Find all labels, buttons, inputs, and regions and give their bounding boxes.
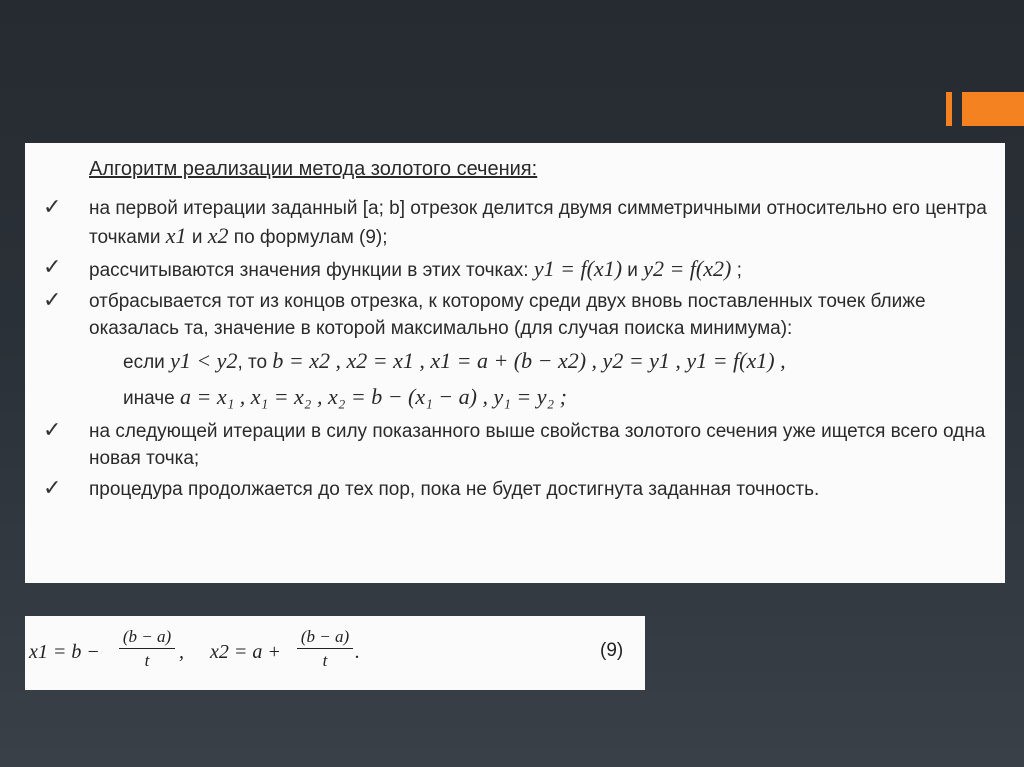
checkmark-icon: ✓ [43, 475, 62, 500]
math-y1: y1 = f(x1) [533, 256, 623, 281]
case-if-line: если y1 < y2, то b = x2 , x2 = x1 , x1 = a + (b − x2) , y2 = y1 , y1 = f(x1) , [123, 348, 786, 373]
formula-x1-lhs: x1 = b − [29, 641, 100, 663]
list-item: ✓ на первой итерации заданный [a; b] отрезок делится двумя симметричными относительно его центра точками x1 и x2 по формулам (9); [43, 194, 987, 248]
accent-bar-thin [946, 92, 952, 126]
fraction-1: $\frac{(b - a)}{t}$ [119, 626, 175, 673]
checkmark-icon: ✓ [43, 254, 62, 279]
formula-panel [25, 616, 645, 690]
algorithm-panel [25, 143, 1005, 583]
math-y2: y2 = f(x2) [643, 256, 732, 281]
case-else-line: иначе a = x₁ , x₁ = x₂ , x₂ = b − (x₁ − a) , y₁ = y₂ ; [123, 384, 567, 409]
fraction-2: $\frac{(b - a)}{t}$ [297, 626, 353, 673]
checkmark-icon: ✓ [43, 194, 62, 219]
checkmark-icon: ✓ [43, 287, 62, 312]
list-item: ✓ рассчитываются значения функции в этих точках: y1 = f(x1) и y2 = f(x2) ; [43, 254, 742, 281]
math-x1: x1 [165, 223, 187, 248]
algorithm-heading: Алгоритм реализации метода золотого сечения: [89, 158, 538, 180]
list-item: ✓ процедура продолжается до тех пор, пока не будет достигнута заданная точность. [43, 475, 820, 500]
formula-x2-lhs: x2 = a + [210, 641, 281, 663]
formula-9: x1 = b − $\frac{(b - a)}{t}$ , x2 = a + $\frac{(b - a)}{t}$ . (9) [25, 616, 645, 690]
checkmark-icon: ✓ [43, 417, 62, 442]
equation-number: (9) [600, 640, 624, 661]
math-x2: x2 [207, 223, 229, 248]
list-item: ✓ отбрасывается тот из концов отрезка, к которому среди двух вновь поставленных точек ближе оказалась та, значение в которой максимально (для случая поиска минимума): [43, 287, 926, 339]
accent-bar-thick [962, 92, 1024, 126]
list-item: ✓ на следующей итерации в силу показанного выше свойства золотого сечения уже ищется всего одна новая точка; [43, 417, 986, 469]
